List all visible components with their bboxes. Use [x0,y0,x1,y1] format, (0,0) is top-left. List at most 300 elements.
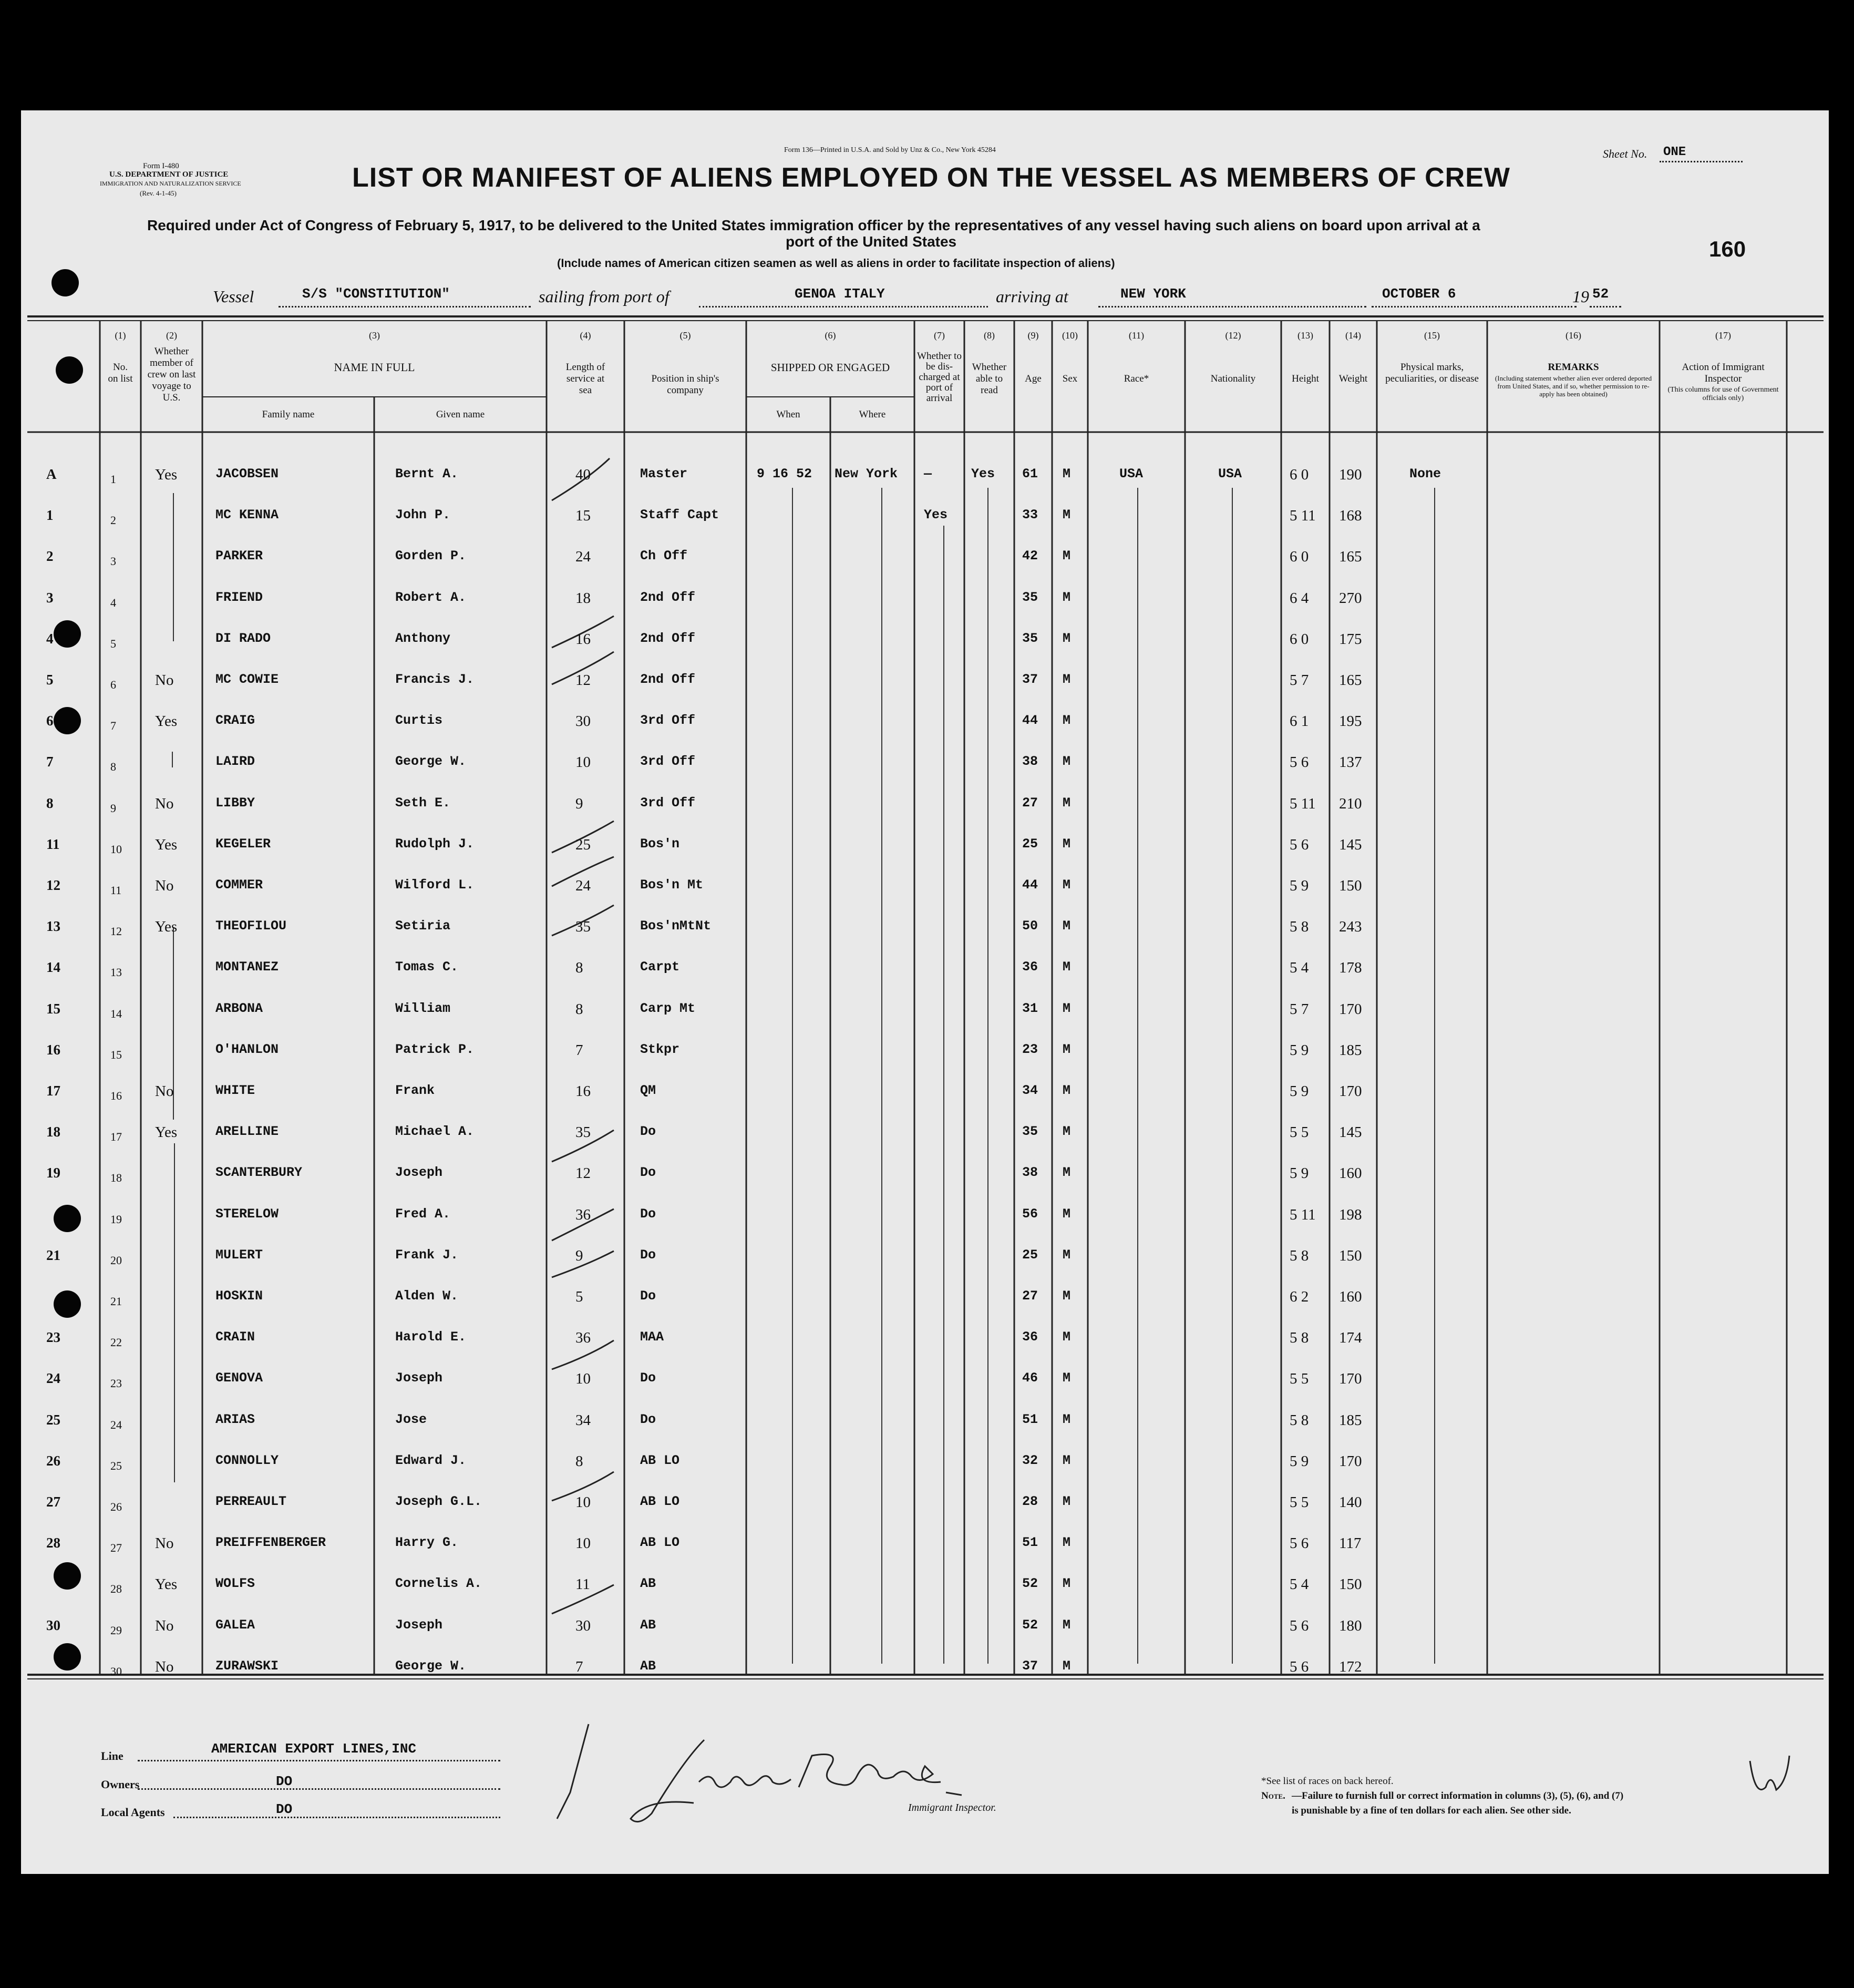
weight: 170 [1339,1453,1362,1470]
note-label: Note. [1261,1790,1285,1801]
table-row [21,866,1829,903]
row-number: 26 [110,1500,122,1513]
length-of-service: 36 [575,1206,591,1223]
age: 42 [1022,548,1038,563]
weight: 145 [1339,1124,1362,1141]
weight: 160 [1339,1165,1362,1182]
family-name: MC KENNA [215,507,279,522]
age: 32 [1022,1453,1038,1468]
sex: M [1063,959,1071,975]
col7-header: Whether to be dis- charged at port of arrival [917,351,962,404]
table-row [21,1523,1829,1560]
subtitle-line2: port of the United States [786,233,957,250]
col12-header: Nationality [1210,373,1256,384]
position: Carp Mt [640,1001,696,1016]
last-voyage-member: No [155,1535,174,1552]
height: 5 6 [1290,1617,1309,1634]
given-name: Frank J. [395,1247,459,1263]
sex: M [1063,590,1071,605]
family-name: WOLFS [215,1576,255,1591]
col2-header: Whether member of crew on last voyage to U.S. [147,346,196,403]
row-number: 9 [110,802,116,815]
given-name: Alden W. [395,1288,459,1304]
table-row [21,537,1829,573]
table-row [21,907,1829,944]
position: Bos'n [640,836,680,852]
margin-number: 4 [46,631,54,647]
family-name: ARBONA [215,1001,263,1016]
position: MAA [640,1329,664,1345]
margin-number: 13 [46,918,60,934]
agents-value: DO [276,1801,293,1817]
margin-number: 7 [46,754,54,770]
length-of-service: 24 [575,877,591,894]
sex: M [1063,1083,1071,1098]
last-voyage-member: Yes [155,836,178,853]
age: 44 [1022,713,1038,728]
col16-header: REMARKS [1548,362,1599,373]
corner-mark [1739,1750,1802,1808]
row-number: 15 [110,1048,122,1061]
weight: 210 [1339,795,1362,812]
given-name: Seth E. [395,795,451,811]
year-suffix: 52 [1592,286,1609,302]
margin-number: 6 [46,713,54,729]
sex: M [1063,1247,1071,1263]
age: 46 [1022,1370,1038,1386]
height: 5 6 [1290,1535,1309,1552]
given-name: Curtis [395,713,443,728]
height: 5 8 [1290,1412,1309,1429]
length-of-service: 7 [575,1658,583,1675]
length-of-service: 9 [575,795,583,812]
sex: M [1063,507,1071,522]
family-name: MULERT [215,1247,263,1263]
margin-number: 5 [46,672,54,688]
sex: M [1063,1165,1071,1180]
table-row [21,1030,1829,1067]
table-row [21,1564,1829,1601]
length-of-service: 8 [575,1453,583,1470]
owners-underline [138,1788,500,1790]
given-name: Michael A. [395,1124,475,1139]
given-name: Anthony [395,631,451,646]
vessel-label: Vessel [213,287,254,306]
physical-marks: None [1409,466,1441,481]
sex: M [1063,836,1071,852]
position: AB LO [640,1453,680,1468]
col13-number: (13) [1297,330,1313,341]
length-of-service: 16 [575,1083,591,1100]
given-name: Francis J. [395,672,475,687]
age: 34 [1022,1083,1038,1098]
length-of-service: 10 [575,1494,591,1511]
length-of-service: 9 [575,1247,583,1264]
table-row [21,784,1829,821]
family-name: WHITE [215,1083,255,1098]
height: 5 7 [1290,672,1309,689]
age: 35 [1022,631,1038,646]
margin-number: A [46,466,57,482]
family-name: GALEA [215,1617,255,1633]
row-number: 24 [110,1418,122,1431]
table-row [21,1277,1829,1314]
family-name: ARIAS [215,1412,255,1427]
vessel-name: S/S "CONSTITUTION" [302,286,450,302]
row-number: 27 [110,1541,122,1554]
margin-number: 11 [46,836,60,852]
length-of-service: 5 [575,1288,583,1305]
col5-header: Position in ship's company [651,373,719,396]
margin-number: 17 [46,1083,60,1099]
discharged-at-arrival: Yes [924,507,948,522]
col10-number: (10) [1062,330,1078,341]
row-number: 12 [110,925,122,938]
arriving-label: arriving at [996,287,1068,306]
row-number: 1 [110,473,116,486]
position: 3rd Off [640,713,696,728]
sex: M [1063,1288,1071,1304]
age: 35 [1022,590,1038,605]
sex: M [1063,1535,1071,1550]
last-voyage-member: No [155,1658,174,1675]
weight: 175 [1339,631,1362,648]
weight: 190 [1339,466,1362,483]
position: AB [640,1658,656,1674]
row-number: 21 [110,1295,122,1308]
height: 5 7 [1290,1001,1309,1018]
race: USA [1119,466,1144,481]
age: 37 [1022,1658,1038,1674]
last-voyage-member: Yes [155,713,178,730]
row-number: 3 [110,555,116,568]
row-number: 6 [110,678,116,691]
sex: M [1063,548,1071,563]
weight: 178 [1339,959,1362,976]
weight: 180 [1339,1617,1362,1634]
weight: 140 [1339,1494,1362,1511]
col12-number: (12) [1225,330,1241,341]
family-name: PREIFFENBERGER [215,1535,326,1550]
margin-number: 23 [46,1329,60,1345]
height: 5 6 [1290,836,1309,853]
col16-note: (Including statement whether alien ever ordered deported from United States, and if so, whether permission to re-apply has been obtained) [1495,374,1652,398]
age: 25 [1022,836,1038,852]
row-number: 23 [110,1377,122,1390]
sex: M [1063,1658,1071,1674]
margin-number: 19 [46,1165,60,1181]
given-name: Joseph [395,1617,443,1633]
shipped-when: 9 16 52 [757,466,812,481]
row-number: 7 [110,719,116,732]
height: 5 9 [1290,1165,1309,1182]
position: Do [640,1370,656,1386]
margin-number: 27 [46,1494,60,1510]
age: 50 [1022,918,1038,934]
row-number: 22 [110,1336,122,1349]
margin-number: 14 [46,959,60,975]
height: 6 4 [1290,590,1309,607]
weight: 243 [1339,918,1362,935]
position: Do [640,1247,656,1263]
last-voyage-member: No [155,1083,174,1100]
weight: 150 [1339,877,1362,894]
length-of-service: 15 [575,507,591,524]
col17-note: (This columns for use of Government officials only) [1667,386,1779,402]
weight: 170 [1339,1083,1362,1100]
family-name: HOSKIN [215,1288,263,1304]
margin-number: 1 [46,507,54,523]
nationality: USA [1218,466,1242,481]
margin-number: 15 [46,1001,60,1017]
height: 5 8 [1290,1329,1309,1346]
position: 3rd Off [640,795,696,811]
weight: 270 [1339,590,1362,607]
agents-underline [173,1817,500,1818]
line-underline [138,1760,500,1761]
weight: 165 [1339,672,1362,689]
sex: M [1063,1329,1071,1345]
length-of-service: 30 [575,713,591,730]
table-row [21,1359,1829,1396]
table-row [21,1400,1829,1437]
sheet-number: ONE [1663,145,1686,159]
revision: (Rev. 4-1-45) [140,189,177,197]
family-name: COMMER [215,877,263,893]
position: 2nd Off [640,590,696,605]
height: 5 5 [1290,1370,1309,1387]
age: 56 [1022,1206,1038,1222]
row-number: 17 [110,1130,122,1143]
sex: M [1063,918,1071,934]
height: 5 5 [1290,1124,1309,1141]
port-to: NEW YORK [1120,286,1186,302]
family-name: MC COWIE [215,672,279,687]
col6-when-header: When [776,409,800,420]
family-name: LAIRD [215,754,255,769]
length-of-service: 10 [575,754,591,771]
sex: M [1063,1370,1071,1386]
col3-given-header: Given name [436,409,485,420]
table-row [21,496,1829,532]
subtitle-line1: Required under Act of Congress of February 5, 1917, to be delivered to the United States immigration officer by the representatives of any vessel having such aliens on board upon arrival at a [147,217,1480,233]
age: 33 [1022,507,1038,522]
length-of-service: 35 [575,918,591,935]
weight: 185 [1339,1042,1362,1059]
table-row [21,742,1829,779]
position: Do [640,1288,656,1304]
given-name: Tomas C. [395,959,459,975]
document-title: LIST OR MANIFEST OF ALIENS EMPLOYED ON THE VESSEL AS MEMBERS OF CREW [352,162,1510,193]
service: IMMIGRATION AND NATURALIZATION SERVICE [100,180,241,187]
col9-number: (9) [1027,330,1039,341]
age: 37 [1022,672,1038,687]
row-number: 30 [110,1665,122,1678]
col4-number: (4) [580,330,591,341]
height: 5 9 [1290,1453,1309,1470]
age: 36 [1022,959,1038,975]
sheet-label: Sheet No. [1603,147,1647,160]
length-of-service: 30 [575,1617,591,1634]
last-voyage-member: Yes [155,918,178,935]
sailing-label: sailing from port of [539,287,670,306]
position: 2nd Off [640,672,696,687]
row-number: 14 [110,1007,122,1020]
col11-header: Race* [1124,373,1149,384]
position: AB [640,1576,656,1591]
given-name: Joseph [395,1165,443,1180]
sex: M [1063,1494,1071,1509]
length-of-service: 11 [575,1576,590,1593]
table-row [21,660,1829,697]
sex: M [1063,1124,1071,1139]
length-of-service: 10 [575,1370,591,1387]
col17-header: Action of Immigrant Inspector [1682,362,1765,384]
given-name: Edward J. [395,1453,467,1468]
row-number: 18 [110,1171,122,1184]
col3-number: (3) [369,330,380,341]
weight: 170 [1339,1370,1362,1387]
family-name: KEGELER [215,836,271,852]
age: 52 [1022,1576,1038,1591]
col5-number: (5) [679,330,691,341]
length-of-service: 7 [575,1042,583,1059]
shipped-where: New York [835,466,898,481]
height: 5 9 [1290,1083,1309,1100]
last-voyage-member: No [155,877,174,894]
table-row [21,1606,1829,1643]
height: 5 8 [1290,1247,1309,1264]
family-name: CONNOLLY [215,1453,279,1468]
table-row [21,1441,1829,1478]
family-name: PERREAULT [215,1494,287,1509]
length-of-service: 35 [575,1124,591,1141]
margin-number: 28 [46,1535,60,1551]
margin-number: 8 [46,795,54,811]
position: Bos'n Mt [640,877,704,893]
row-number: 8 [110,760,116,773]
given-name: Jose [395,1412,427,1427]
col1-header: No. on list [108,362,133,384]
year-prefix: 19 [1572,287,1589,306]
col4-header: Length of service at sea [565,362,605,396]
last-voyage-member: No [155,795,174,812]
height: 5 8 [1290,918,1309,935]
line-value: AMERICAN EXPORT LINES,INC [211,1741,417,1757]
arrival-date: OCTOBER 6 [1382,286,1456,302]
col14-header: Weight [1338,373,1368,384]
weight: 172 [1339,1658,1362,1675]
given-name: Robert A. [395,590,467,605]
family-name: ZURAWSKI [215,1658,279,1674]
length-of-service: 12 [575,672,591,689]
col8-number: (8) [984,330,995,341]
age: 38 [1022,1165,1038,1180]
sex: M [1063,877,1071,893]
age: 51 [1022,1535,1038,1550]
height: 6 1 [1290,713,1309,730]
position: Master [640,466,688,481]
owners-value: DO [276,1774,293,1789]
weight: 168 [1339,507,1362,524]
table-row [21,989,1829,1026]
weight: 174 [1339,1329,1362,1346]
row-number: 25 [110,1459,122,1472]
weight: 150 [1339,1576,1362,1593]
col2-number: (2) [166,330,177,341]
height: 5 11 [1290,507,1316,524]
given-name: Frank [395,1083,435,1098]
height: 5 9 [1290,877,1309,894]
last-voyage-member: Yes [155,1576,178,1593]
weight: 185 [1339,1412,1362,1429]
length-of-service: 12 [575,1165,591,1182]
position: AB [640,1617,656,1633]
height: 5 11 [1290,795,1316,812]
given-name: Gorden P. [395,548,467,563]
margin-number: 16 [46,1042,60,1058]
height: 6 2 [1290,1288,1309,1305]
table-row [21,1647,1829,1684]
inspector-label: Immigrant Inspector. [908,1802,996,1813]
age: 27 [1022,795,1038,811]
col13-header: Height [1292,373,1319,384]
position: Do [640,1206,656,1222]
last-voyage-member: Yes [155,1124,178,1141]
subtitle-note: (Include names of American citizen seamen as well as aliens in order to facilitate inspection of aliens) [557,257,1115,270]
col6-where-header: Where [859,409,886,420]
col9-header: Age [1025,373,1042,384]
sex: M [1063,1042,1071,1057]
age: 36 [1022,1329,1038,1345]
age: 27 [1022,1288,1038,1304]
manifest-sheet [21,110,1829,1874]
length-of-service: 40 [575,466,591,483]
given-name: Cornelis A. [395,1576,482,1591]
length-of-service: 34 [575,1412,591,1429]
height: 5 5 [1290,1494,1309,1511]
weight: 137 [1339,754,1362,771]
position: Do [640,1165,656,1180]
given-name: Joseph G.L. [395,1494,482,1509]
able-to-read: Yes [971,466,995,481]
given-name: Bernt A. [395,466,459,481]
weight: 195 [1339,713,1362,730]
table-row [21,1318,1829,1355]
family-name: DI RADO [215,631,271,646]
col15-header: Physical marks, peculiarities, or disease [1385,362,1479,384]
given-name: John P. [395,507,451,522]
given-name: George W. [395,1658,467,1674]
col14-number: (14) [1345,330,1361,341]
weight: 117 [1339,1535,1362,1552]
position: Ch Off [640,548,688,563]
col15-number: (15) [1424,330,1440,341]
table-row [21,1112,1829,1149]
sex: M [1063,754,1071,769]
margin-number: 21 [46,1247,60,1263]
margin-number: 2 [46,548,54,564]
last-voyage-member: No [155,1617,174,1634]
table-row [21,619,1829,656]
position: QM [640,1083,656,1098]
position: Do [640,1412,656,1427]
row-number: 5 [110,637,116,650]
family-name: MONTANEZ [215,959,279,975]
margin-number: 12 [46,877,60,893]
row-number: 20 [110,1254,122,1267]
row-number: 19 [110,1213,122,1226]
